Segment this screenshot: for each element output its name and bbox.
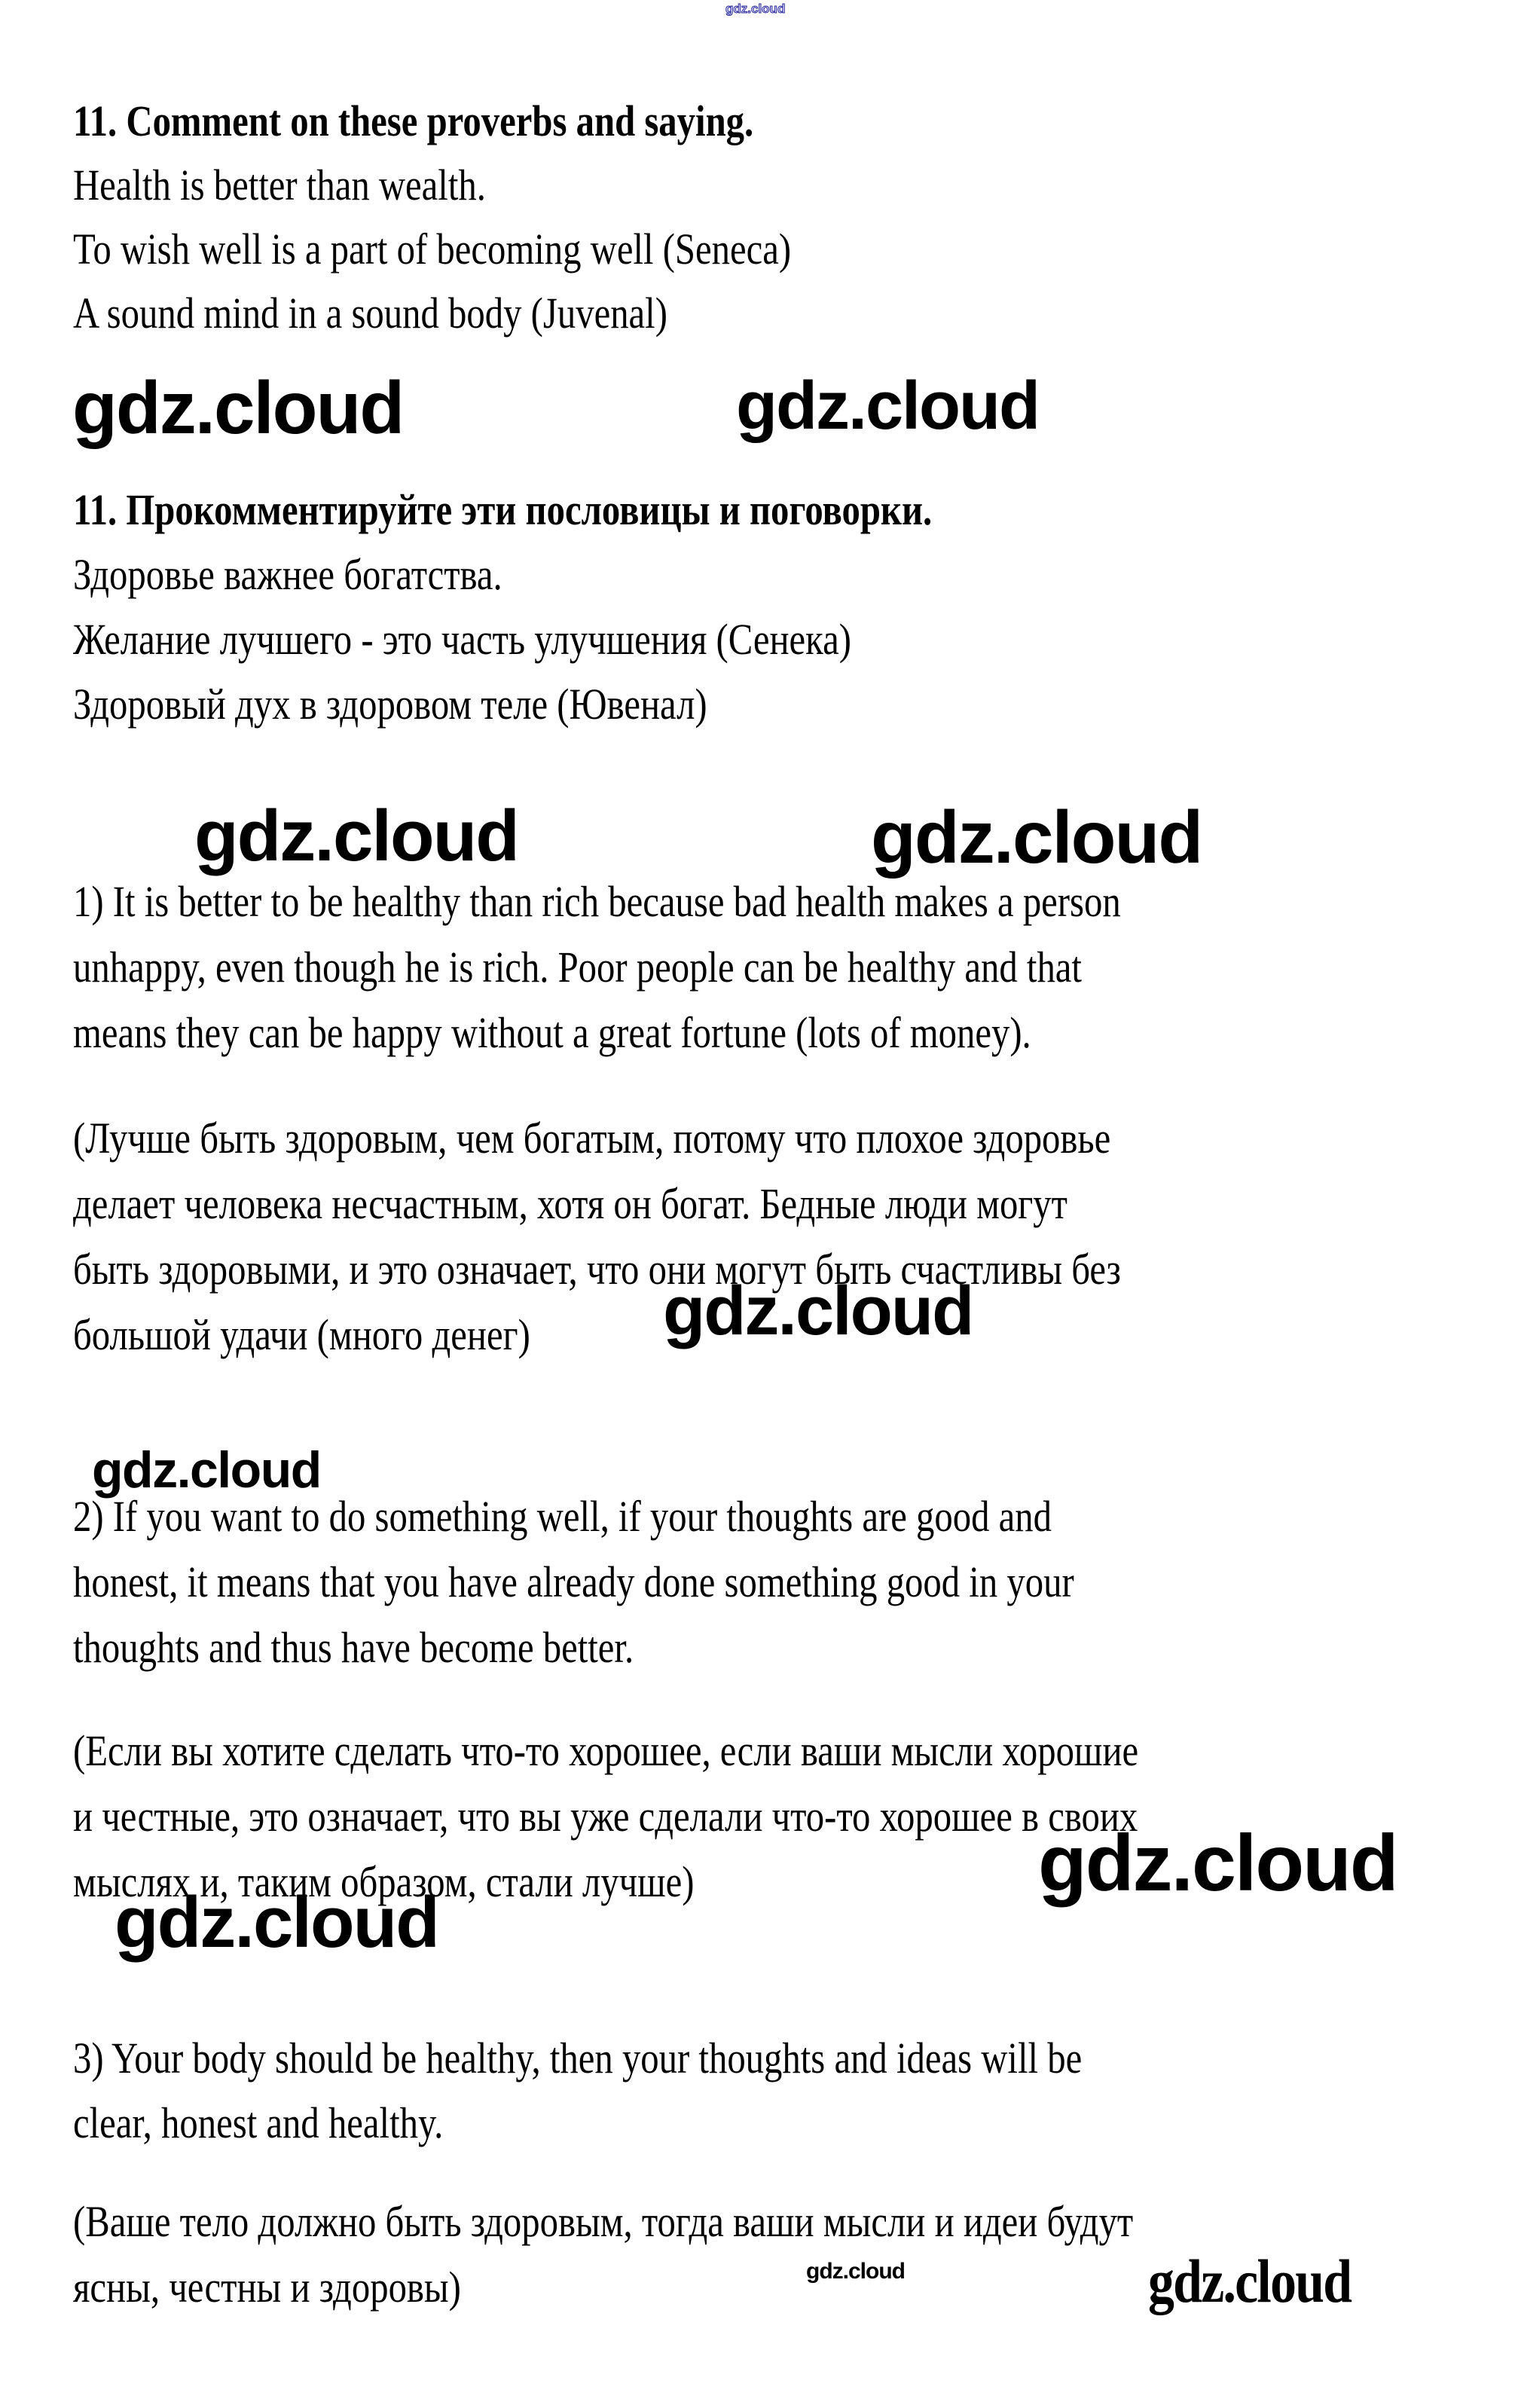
task-ru <box>73 478 932 737</box>
answer-1-en <box>73 869 1121 1065</box>
answer-line: honest, it means that you have already done something good in your <box>73 1557 1074 1606</box>
answer-line: means they can be happy without a great fortune (lots of money). <box>73 1008 1031 1057</box>
answer-line: 3) Your body should be healthy, then your thoughts and ideas will be <box>73 2034 1083 2083</box>
answer-2-en <box>73 1484 1074 1680</box>
task-ru-heading: 11. Прокомментируйте эти пословицы и поговорки. <box>73 485 933 534</box>
site-watermark-bottom: gdz.cloud <box>806 2259 905 2284</box>
site-watermark: gdz.cloud <box>1038 1819 1397 1908</box>
proverb-ru: Желание лучшего - это часть улучшения (Сенека) <box>73 615 851 664</box>
answer-line: 2) If you want to do something well, if your thoughts are good and <box>73 1492 1052 1541</box>
site-watermark: gdz.cloud <box>115 1882 438 1963</box>
answer-line: thoughts and thus have become better. <box>73 1623 634 1672</box>
task-en-heading: 11. Comment on these proverbs and saying. <box>73 96 754 145</box>
answer-2-ru <box>73 1718 1138 1914</box>
answer-3-en <box>73 2026 1082 2156</box>
site-watermark: gdz.cloud <box>871 796 1202 879</box>
answer-line: unhappy, even though he is rich. Poor people can be healthy and that <box>73 943 1082 992</box>
answer-line: (Лучше быть здоровым, чем богатым, потому что плохое здоровье <box>73 1114 1111 1163</box>
answer-3-ru <box>73 2189 1133 2320</box>
answer-line: clear, honest and healthy. <box>73 2098 444 2147</box>
site-watermark: gdz.cloud <box>92 1441 321 1499</box>
site-watermark: gdz.cloud <box>72 366 404 449</box>
proverb-en: To wish well is a part of becoming well (Seneca) <box>73 225 792 273</box>
proverb-en: A sound mind in a sound body (Juvenal) <box>73 289 667 338</box>
answer-line: и честные, это означает, что вы уже сделали что-то хорошее в своих <box>73 1792 1138 1841</box>
site-watermark: gdz.cloud <box>663 1273 973 1349</box>
answer-line: 1) It is better to be healthy than rich because bad health makes a person <box>73 877 1121 926</box>
site-watermark-bottom-right: gdz.cloud <box>1148 2247 1352 2315</box>
task-en <box>73 89 791 345</box>
site-watermark-top: gdz.cloud <box>725 2 786 16</box>
answer-1-ru <box>73 1105 1121 1367</box>
proverb-ru: Здоровье важнее богатства. <box>73 550 502 599</box>
answer-line: ясны, честны и здоровы) <box>73 2263 461 2312</box>
answer-line: (Если вы хотите сделать что-то хорошее, если ваши мысли хорошие <box>73 1726 1139 1775</box>
answer-line: быть здоровыми, и это означает, что они могут быть счастливы без <box>73 1245 1121 1294</box>
answer-line: (Ваше тело должно быть здоровым, тогда ваши мысли и идеи будут <box>73 2197 1134 2246</box>
answer-line: большой удачи (много денег) <box>73 1310 530 1359</box>
site-watermark: gdz.cloud <box>736 368 1039 444</box>
answer-line: мыслях и, таким образом, стали лучше) <box>73 1857 695 1906</box>
answer-line: делает человека несчастным, хотя он богат. Бедные люди могут <box>73 1179 1067 1228</box>
proverb-ru: Здоровый дух в здоровом теле (Ювенал) <box>73 680 707 729</box>
proverb-en: Health is better than wealth. <box>73 160 486 209</box>
site-watermark: gdz.cloud <box>194 796 518 876</box>
